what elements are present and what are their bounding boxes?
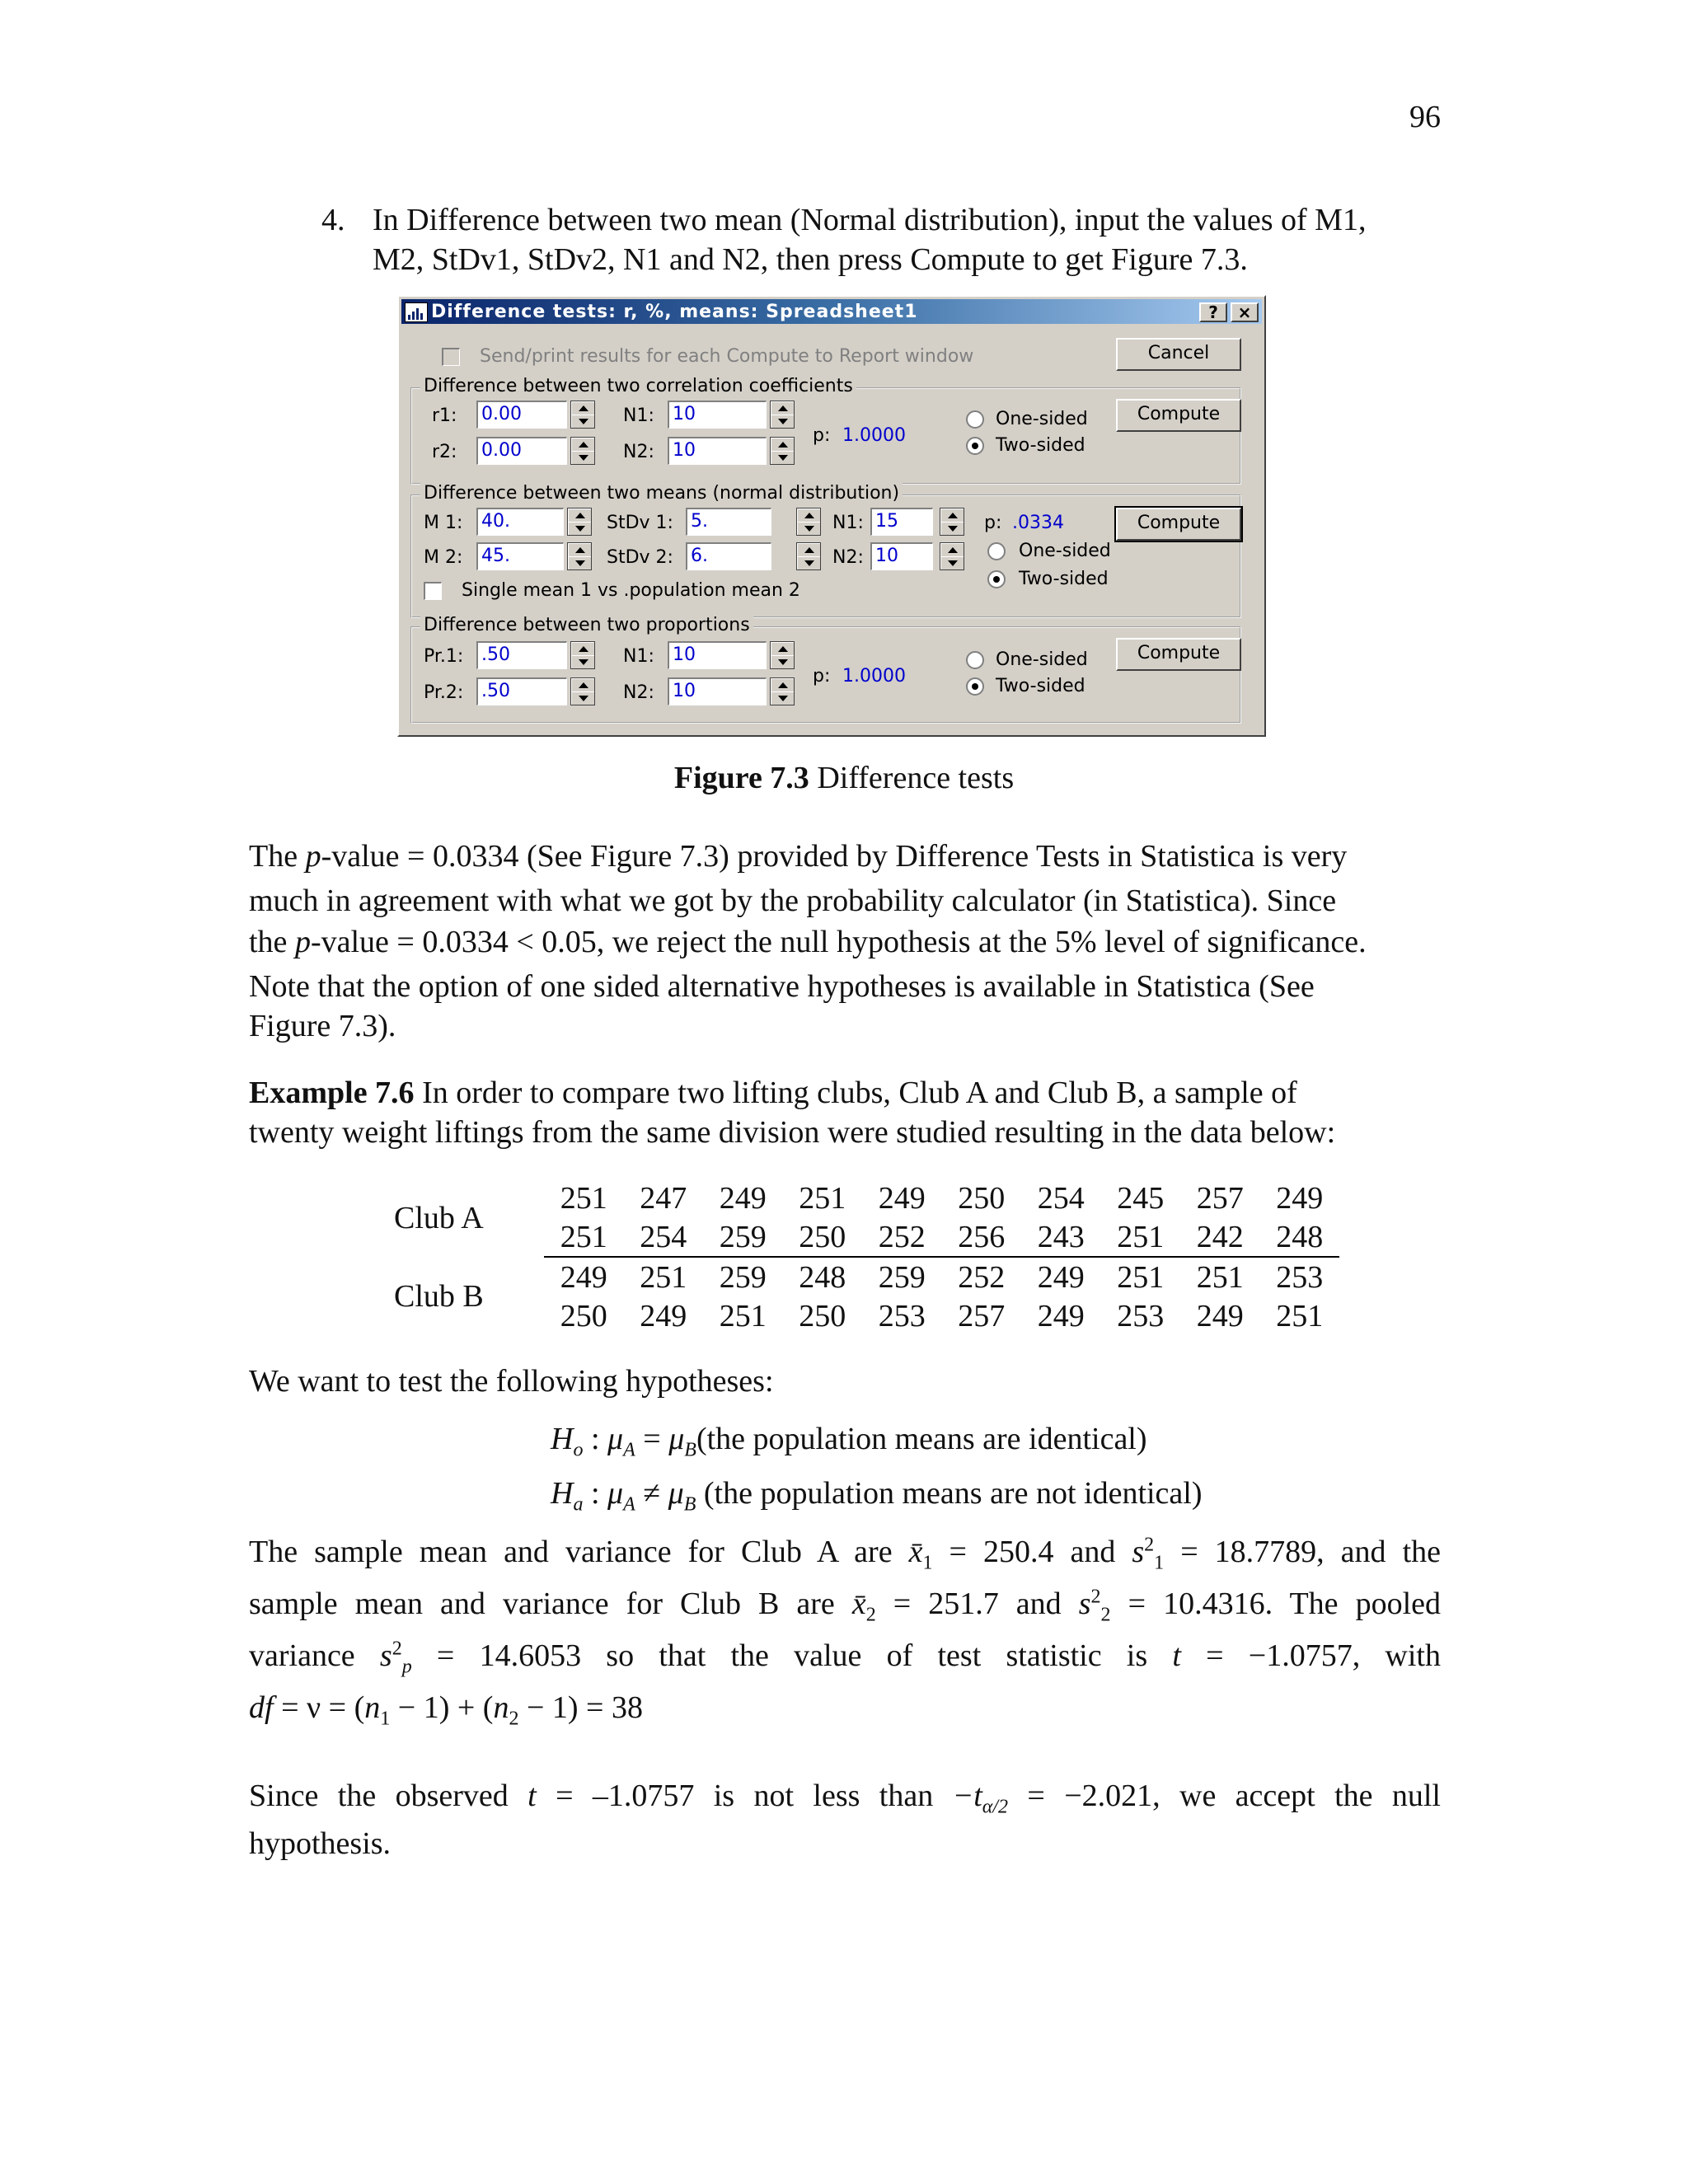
corr-compute-button[interactable]: Compute [1116,399,1241,432]
means-group [410,483,1241,618]
prop-one-sided-radio[interactable] [966,651,984,669]
null-hypothesis: $H_o$ : $\mu_A = \mu_B(the$ population means are identical) [551,1422,1147,1461]
club-a-label: Club A [394,1200,484,1235]
r1-spinner[interactable] [570,401,595,429]
prop-two-sided-label: Two-sided [996,676,1085,696]
sd1-label: StDv 1: [607,513,673,533]
corr-p-value: 1.0000 [842,425,906,446]
stats-line2: sample mean and variance for Club B are $x̄_2 = 251.7$ and $s^2_2 = 10.4316$. The pooled [249,1586,1441,1626]
r2-label: r2: [432,442,457,462]
corr-two-sided-label: Two-sided [996,435,1085,456]
stats-line4: df = $\nu = (n_1 - 1) + (n_2 - 1) = 38$ [249,1690,643,1730]
para1-line5: Figure 7.3). [249,1009,396,1043]
n2-label: N2: [623,442,654,462]
alt-hypothesis: $H_a$ : $\mu_A \ne \mu_B$ (the population means are not identical) [551,1476,1203,1516]
corr-n1-spinner[interactable] [770,401,795,429]
means-n2-input[interactable]: 10 [870,542,933,570]
dialog-titlebar [401,299,1262,324]
m2-spinner[interactable] [567,542,592,570]
prop-p-value: 1.0000 [842,666,906,687]
conclusion-line1: Since the observed t = –1.0757 is not less than $-t_{\alpha/2} = -2.021$, we accept the null [249,1779,1441,1818]
single-mean-label: Single mean 1 vs .population mean 2 [462,580,800,601]
means-n2-spinner[interactable] [940,542,964,570]
proportions-group [410,615,1241,724]
means-p-label: p: [984,513,1002,533]
m1-input[interactable]: 40. [476,508,564,536]
statistica-icon [405,302,428,322]
send-print-label: Send/print results for each Compute to Report window [480,346,974,367]
step-line-1: In Difference between two mean (Normal distribution), input the values of M1, [373,203,1367,237]
pr1-label: Pr.1: [424,646,464,667]
pr1-spinner[interactable] [570,641,595,669]
means-n1-spinner[interactable] [940,508,964,536]
prop-n1-label: N1: [623,646,654,667]
m2-label: M 2: [424,547,463,568]
means-n2-label: N2: [832,547,864,568]
prop-two-sided-radio[interactable] [966,677,984,696]
step-line-2: M2, StDv1, StDv2, N1 and N2, then press Compute to get Figure 7.3. [373,242,1248,277]
prop-n1-input[interactable]: 10 [668,641,767,669]
conclusion [249,1772,1441,1868]
correlation-group [410,376,1241,485]
send-print-checkbox[interactable] [442,348,460,366]
para1-line2: much in agreement with what we got by the probability calculator (in Statistica). Since [249,883,1337,918]
table-row: Club A 251 247 249 251 249 250 254 245 257 249 [379,1179,1339,1217]
corr-n2-input[interactable]: 10 [668,437,767,465]
proportions-group-title: Difference between two proportions [420,615,753,635]
m1-spinner[interactable] [567,508,592,536]
table-row: Club B 249 251 259 248 259 252 249 251 251 253 [379,1257,1339,1296]
para1-line4: Note that the option of one sided alternative hypotheses is available in Statistica (See [249,969,1315,1004]
dialog-title: Difference tests: r, %, means: Spreadsheet1 [431,302,918,322]
example-line2: twenty weight liftings from the same division were studied resulting in the data below: [249,1115,1336,1150]
means-one-sided-label: One-sided [1019,541,1111,561]
table-row: 251 254 259 250 252 256 243 251 242 248 [379,1217,1339,1257]
means-two-sided-radio[interactable] [987,570,1006,588]
prop-n2-label: N2: [623,682,654,703]
corr-two-sided-radio[interactable] [966,437,984,455]
r1-label: r1: [432,405,457,426]
difference-tests-dialog [397,295,1266,737]
means-one-sided-radio[interactable] [987,542,1006,560]
prop-n2-spinner[interactable] [770,677,795,705]
prop-one-sided-label: One-sided [996,649,1088,670]
single-mean-checkbox[interactable] [424,582,442,600]
pr2-label: Pr.2: [424,682,464,703]
example-7-6 [249,1073,1441,1152]
r1-input[interactable]: 0.00 [476,401,567,429]
sd2-spinner[interactable] [796,542,821,570]
club-b-label: Club B [394,1278,484,1314]
stats-line3: variance $s^2_p = 14.6053$ so that the value of test statistic is t = −1.0757, with [249,1638,1441,1678]
figure-caption [0,758,1688,798]
prop-p-label: p: [813,666,831,687]
stats-line1: The sample mean and variance for Club A are $x̄_1 = 250.4$ and $s^2_1 = 18.7789$, and the [249,1534,1441,1574]
figure-caption-text: Difference tests [809,761,1015,795]
m2-input[interactable]: 45. [476,542,564,570]
close-button[interactable]: × [1231,302,1259,322]
prop-n1-spinner[interactable] [770,641,795,669]
means-compute-button[interactable]: Compute [1116,508,1241,541]
pr2-input[interactable]: .50 [476,677,567,705]
example-line1: Example 7.6 In order to compare two lifting clubs, Club A and Club B, a sample of [249,1076,1297,1110]
means-two-sided-label: Two-sided [1019,569,1109,589]
corr-one-sided-radio[interactable] [966,410,984,429]
step-number: 4. [321,203,345,237]
means-n1-input[interactable]: 15 [870,508,933,536]
sd1-spinner[interactable] [796,508,821,536]
hypotheses-intro: We want to test the following hypotheses: [249,1364,774,1399]
corr-p-label: p: [813,425,831,446]
sd1-input[interactable]: 5. [686,508,771,536]
prop-n2-input[interactable]: 10 [668,677,767,705]
n1-label: N1: [623,405,654,426]
corr-n2-spinner[interactable] [770,437,795,465]
sd2-label: StDv 2: [607,547,673,568]
r2-input[interactable]: 0.00 [476,437,567,465]
pr1-input[interactable]: .50 [476,641,567,669]
figure-label: Figure 7.3 [673,761,809,795]
para1-line1: The p-value = 0.0334 (See Figure 7.3) provided by Difference Tests in Statistica is very [249,839,1348,874]
cancel-button[interactable]: Cancel [1116,338,1241,371]
correlation-group-title: Difference between two correlation coefficients [420,376,856,396]
means-n1-label: N1: [832,513,864,533]
paragraph-pvalue [249,837,1441,1046]
means-group-title: Difference between two means (normal distribution) [420,483,903,504]
table-row: 250 249 251 250 253 257 249 253 249 251 [560,1298,1324,1333]
corr-one-sided-label: One-sided [996,409,1088,429]
conclusion-line2: hypothesis. [249,1826,392,1861]
club-data-table [379,1179,1339,1335]
m1-label: M 1: [424,513,463,533]
step-4 [321,200,1434,279]
means-p-value: .0334 [1012,513,1064,533]
page-number: 96 [1409,100,1441,134]
help-button[interactable]: ? [1199,302,1227,322]
sd2-input[interactable]: 6. [686,542,771,570]
para1-line3: the p-value = 0.0334 < 0.05, we reject the null hypothesis at the 5% level of significance. [249,925,1367,959]
sample-statistics [249,1526,1441,1734]
pr2-spinner[interactable] [570,677,595,705]
prop-compute-button[interactable]: Compute [1116,638,1241,671]
corr-n1-input[interactable]: 10 [668,401,767,429]
r2-spinner[interactable] [570,437,595,465]
